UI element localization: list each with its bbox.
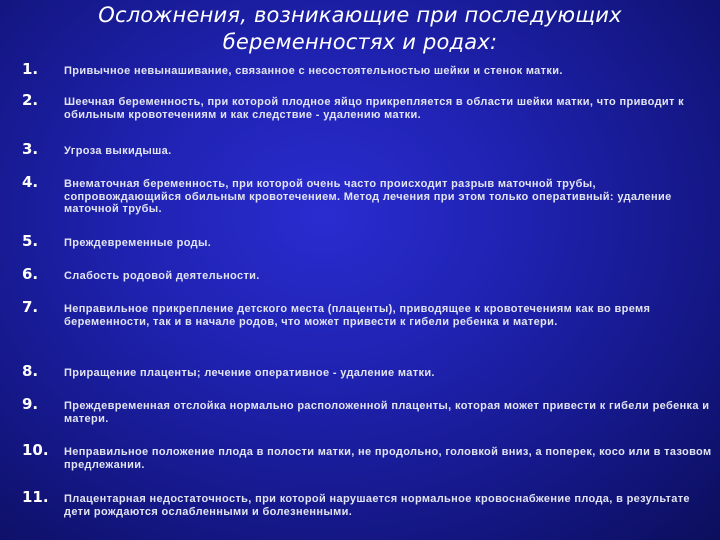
item-text: Преждевременная отслойка нормально расположенной плаценты, которая может привести к гибели ребенка и матери. [64,400,710,425]
item-number: 9. [22,395,39,413]
item-text: Шеечная беременность, при которой плодное яйцо прикрепляется в области шейки матки, что приводит к обильным кровотечениям и как следствие - удалению матки. [64,96,685,121]
item-text: Приращение плаценты; лечение оперативное - удаление матки. [64,367,435,379]
item-number: 1. [22,60,39,78]
item-number: 3. [22,140,39,158]
item-text: Преждевременные роды. [64,237,212,249]
item-text: Слабость родовой деятельности. [64,270,260,282]
item-text: Неправильное прикрепление детского места (плаценты), приводящее к кровотечениям как во время беременности, так и в начале родов, что может привести к гибели ребенка и матери. [64,303,651,328]
item-text: Угроза выкидыша. [64,145,172,157]
item-number: 8. [22,362,39,380]
item-number: 4. [22,173,39,191]
item-number: 7. [22,298,39,316]
slide-title-line: беременностях и родах: [222,30,498,54]
item-number: 10. [22,441,49,459]
item-number: 11. [22,488,49,506]
item-number: 2. [22,91,39,109]
slide-title-line: Осложнения, возникающие при последующих [98,3,622,27]
item-text: Внематочная беременность, при которой очень часто происходит разрыв маточной трубы, сопровождающийся обильным кровотечением. Метод лечения при этом только оперативный: удаление маточной трубы. [64,178,672,215]
item-number: 5. [22,232,39,250]
item-text: Неправильное положение плода в полости матки, не продольно, головкой вниз, а поперек, косо или в тазовом предлежании. [64,446,712,471]
item-text: Плацентарная недостаточность, при которой нарушается нормальное кровоснабжение плода, в результате дети рождаются ослабленными и болезненными. [64,493,690,518]
item-number: 6. [22,265,39,283]
item-text: Привычное невынашивание, связанное с несостоятельностью шейки и стенок матки. [64,65,563,77]
